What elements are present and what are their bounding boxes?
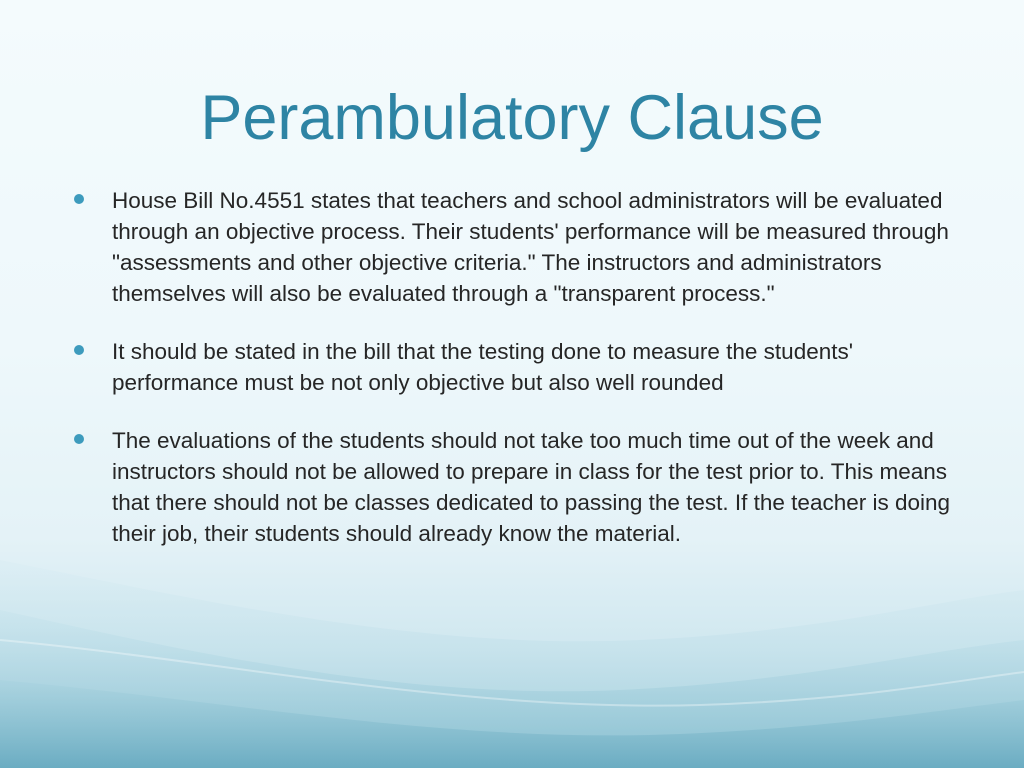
- bullet-dot-icon: [74, 194, 84, 204]
- bullet-item-1: [66, 185, 966, 309]
- bullet-item-3: [66, 425, 966, 549]
- bullet-dot-icon: [74, 434, 84, 444]
- bullet-text: It should be stated in the bill that the testing done to measure the students' performance must be not only objective but also well rounded: [112, 339, 854, 395]
- bullet-text: The evaluations of the students should not take too much time out of the week and instructors should not be allowed to prepare in class for the test prior to. This means that there should not be classes dedicated to passing the test. If the teacher is doing their job, their students should already know the material.: [112, 428, 951, 546]
- slide-title: Perambulatory Clause: [200, 83, 824, 153]
- bullet-item-2: [66, 336, 966, 398]
- bullet-dot-icon: [74, 345, 84, 355]
- bullet-text: House Bill No.4551 states that teachers and school administrators will be evaluated through an objective process. Their students' performance will be measured through "assessments and other objective criteria." The instructors and administrators themselves will also be evaluated through a "transparent process.": [112, 188, 949, 306]
- bullet-list: [66, 185, 966, 576]
